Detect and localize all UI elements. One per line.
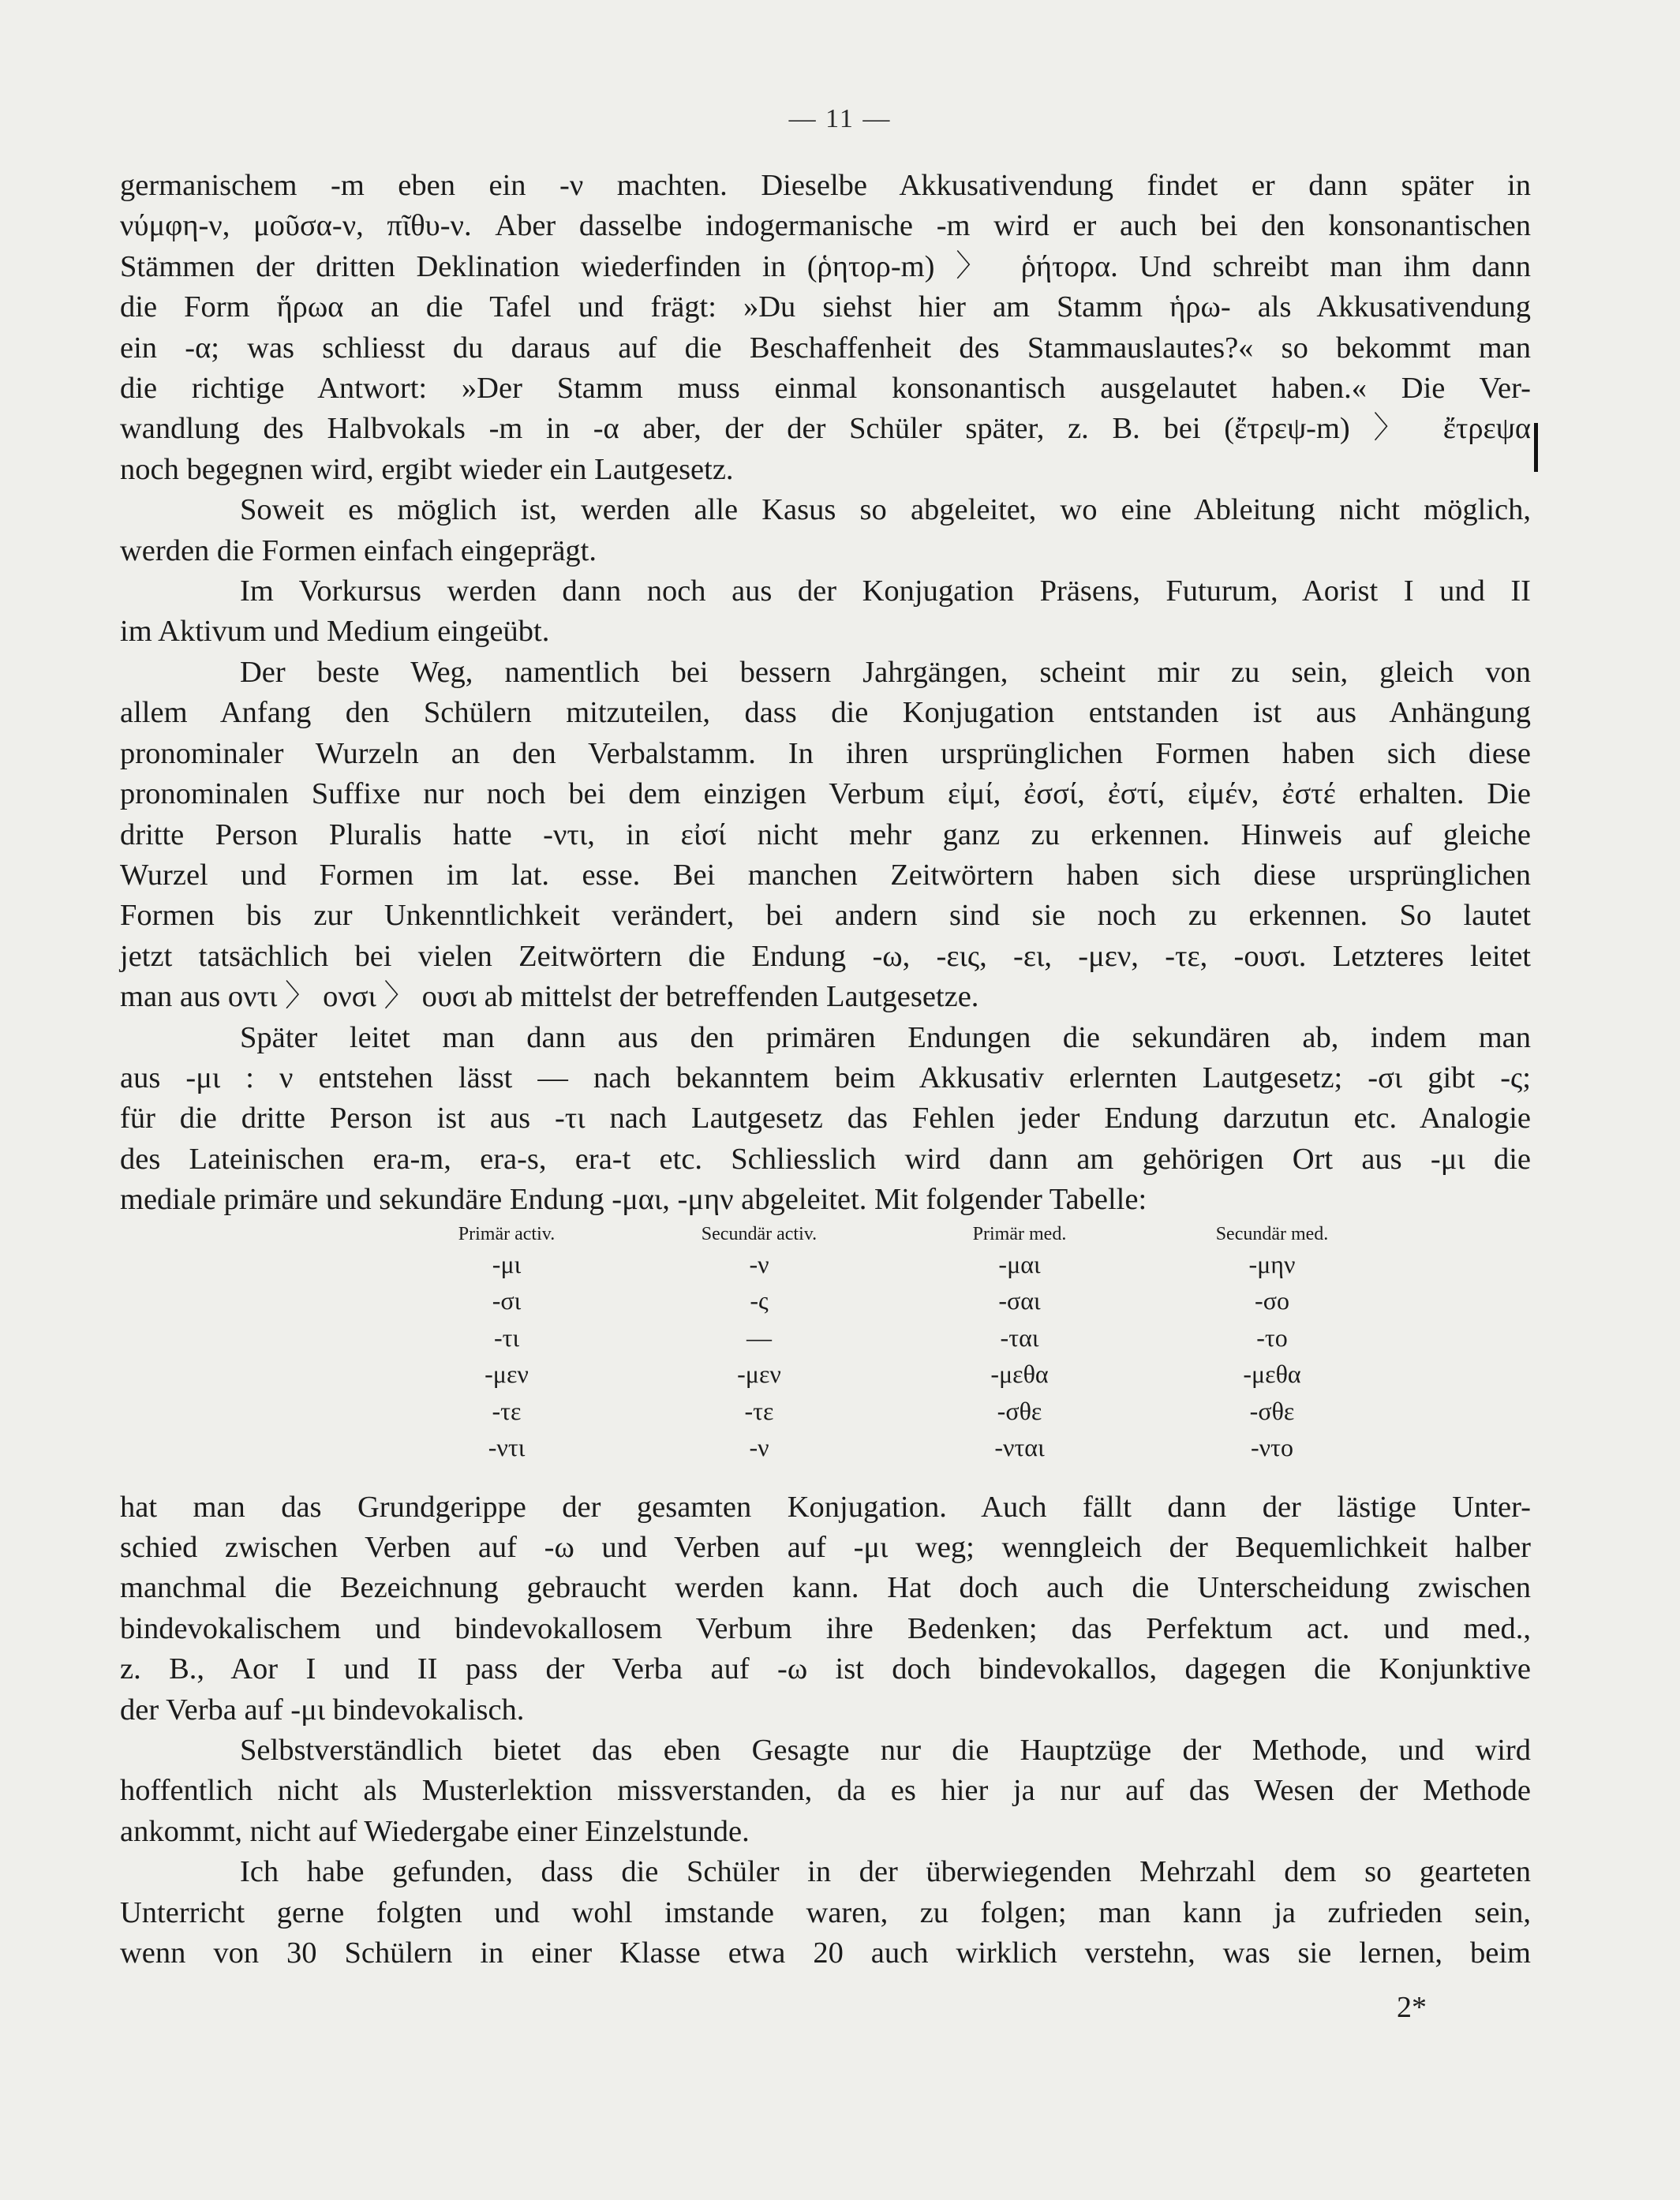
table-cell: -μεθα bbox=[990, 1360, 1049, 1389]
text-line: ankommt, nicht auf Wiedergabe einer Einzelstunde. bbox=[120, 1814, 750, 1848]
text-line: aus -μι : ν entstehen lässt — nach bekanntem beim Akkusativ erlernten Lautgesetz; -σι gibt -ς; bbox=[120, 1061, 1531, 1094]
text-line: Stämmen der dritten Deklination wiederfinden in (ῥητορ-m) 〉 ῥήτορα. Und schreibt man ihm dann bbox=[120, 249, 1531, 283]
table-cell: — bbox=[746, 1323, 772, 1352]
text-line: manchmal die Bezeichnung gebraucht werden kann. Hat doch auch die Unterscheidung zwischen bbox=[120, 1571, 1531, 1605]
text-line: Später leitet man dann aus den primären Endungen die sekundären ab, indem man bbox=[240, 1020, 1531, 1054]
text-line: Soweit es möglich ist, werden alle Kasus so abgeleitet, wo eine Ableitung nicht möglich, bbox=[240, 493, 1531, 527]
text-line: allem Anfang den Schülern mitzuteilen, dass die Konjugation entstanden ist aus Anhängung bbox=[120, 696, 1531, 730]
table-column-primaer-med bbox=[885, 1222, 1154, 1466]
text-line: hat man das Grundgerippe der gesamten Konjugation. Auch fällt dann der lästige Unter- bbox=[120, 1490, 1531, 1524]
table-column-secundaer-med bbox=[1138, 1222, 1406, 1466]
paragraph bbox=[120, 653, 1531, 1018]
text-line: Der beste Weg, namentlich bei bessern Jahrgängen, scheint mir zu sein, gleich von bbox=[240, 655, 1531, 689]
text-line: die Form ἥρωα an die Tafel und frägt: »Du siehst hier am Stamm ἡρω- als Akkusativendung bbox=[120, 290, 1531, 324]
text-line: jetzt tatsächlich bei vielen Zeitwörtern die Endung -ω, -εις, -ει, -μεν, -τε, -ουσι. Letzteres leitet bbox=[120, 939, 1531, 973]
table-cell: -τε bbox=[744, 1396, 774, 1425]
table-cell: -τι bbox=[493, 1323, 520, 1352]
text-line: z. B., Aor I und II pass der Verba auf -ω ist doch bindevokallos, dagegen die Konjunktive bbox=[120, 1652, 1531, 1686]
text-line: noch begegnen wird, ergibt wieder ein Lautgesetz. bbox=[120, 452, 734, 486]
paragraph bbox=[120, 1852, 1531, 1974]
table-header: Primär med. bbox=[972, 1223, 1067, 1244]
table-header: Secundär activ. bbox=[701, 1223, 818, 1244]
text-line: Selbstverständlich bietet das eben Gesagte nur die Hauptzüge der Methode, und wird bbox=[240, 1734, 1531, 1767]
endings-table bbox=[120, 1222, 1531, 1484]
text-line: wandlung des Halbvokals -m in -α aber, der der Schüler später, z. B. bei (ἔτρεψ-m) 〉 ἔτρεψα bbox=[120, 412, 1531, 446]
text-line: des Lateinischen era-m, era-s, era-t etc. Schliesslich wird dann am gehörigen Ort aus -μι die bbox=[120, 1142, 1531, 1176]
table-cell: -τε bbox=[492, 1396, 522, 1425]
text-line: man aus οντι 〉 ονσι 〉 ουσι ab mittelst der betreffenden Lautgesetze. bbox=[120, 980, 979, 1014]
page-number: — 11 — bbox=[788, 104, 892, 133]
table-cell: -μην bbox=[1248, 1249, 1296, 1278]
text-line: Formen bis zur Unkenntlichkeit verändert, bei andern sind sie noch zu erkennen. So lautet bbox=[120, 899, 1531, 933]
table-cell: -σο bbox=[1255, 1286, 1289, 1315]
text-line: für die dritte Person ist aus -τι nach Lautgesetz das Fehlen jeder Endung darzutun etc. Analogie bbox=[120, 1102, 1531, 1136]
table-cell: -μαι bbox=[998, 1249, 1041, 1278]
table-header: Secundär med. bbox=[1215, 1223, 1329, 1244]
paragraph bbox=[120, 166, 1531, 490]
text-line: germanischem -m eben ein -ν machten. Dieselbe Akkusativendung findet er dann später in bbox=[120, 169, 1531, 202]
table-column-primaer-activ bbox=[372, 1222, 641, 1466]
paragraph bbox=[120, 1018, 1531, 1221]
paragraph bbox=[120, 490, 1531, 571]
margin-mark bbox=[1534, 423, 1538, 472]
table-cell: -ς bbox=[750, 1286, 769, 1315]
table-cell: -ντο bbox=[1251, 1433, 1293, 1462]
text-line: dritte Person Pluralis hatte -ντι, in εἰσί nicht mehr ganz zu erkennen. Hinweis auf gleiche bbox=[120, 818, 1531, 851]
text-line: pronominaler Wurzeln an den Verbalstamm. In ihren ursprünglichen Formen haben sich diese bbox=[120, 736, 1531, 770]
text-line: ein -α; was schliesst du daraus auf die Beschaffenheit des Stammauslautes?« so bekommt man bbox=[120, 331, 1531, 365]
text-line: hoffentlich nicht als Musterlektion missverstanden, da es hier ja nur auf das Wesen der Methode bbox=[120, 1774, 1531, 1808]
table-cell: -νται bbox=[994, 1433, 1045, 1462]
text-line: im Aktivum und Medium eingeübt. bbox=[120, 615, 550, 649]
body-text bbox=[120, 166, 1531, 1974]
text-line: bindevokalischem und bindevokallosem Verbum ihre Bedenken; das Perfektum act. und med., bbox=[120, 1611, 1531, 1645]
table-cell: -σι bbox=[492, 1286, 522, 1315]
text-line: νύμφη-ν, μοῦσα-ν, πῖθυ-ν. Aber dasselbe indogermanische -m wird er auch bei den konsonantischen bbox=[120, 209, 1531, 243]
text-line: wenn von 30 Schülern in einer Klasse etwa 20 auch wirklich verstehn, was sie lernen, beim bbox=[120, 1936, 1531, 1970]
table-cell: -μεν bbox=[737, 1360, 781, 1389]
text-line: werden die Formen einfach eingeprägt. bbox=[120, 533, 597, 567]
paragraph bbox=[120, 1487, 1531, 1730]
table-cell: -ν bbox=[749, 1249, 769, 1278]
paragraph bbox=[120, 1730, 1531, 1852]
table-cell: -μεθα bbox=[1243, 1360, 1301, 1389]
table-cell: -μεν bbox=[485, 1360, 529, 1389]
table-header: Primär activ. bbox=[458, 1223, 556, 1244]
table-cell: -σαι bbox=[998, 1286, 1041, 1315]
text-line: Im Vorkursus werden dann noch aus der Konjugation Präsens, Futurum, Aorist I und II bbox=[240, 574, 1531, 608]
signature-mark: 2* bbox=[1397, 1991, 1427, 2024]
table-cell: -σθε bbox=[997, 1396, 1042, 1425]
text-line: der Verba auf -μι bindevokalisch. bbox=[120, 1693, 525, 1727]
text-line: pronominalen Suffixe nur noch bei dem einzigen Verbum εἰμί, ἐσσί, ἐστί, εἰμέν, ἐστέ erhalten. Die bbox=[120, 777, 1531, 811]
table-cell: -ν bbox=[749, 1433, 769, 1462]
text-line: Wurzel und Formen im lat. esse. Bei manchen Zeitwörtern haben sich diese ursprünglichen bbox=[120, 858, 1531, 892]
text-line: die richtige Antwort: »Der Stamm muss einmal konsonantisch ausgelautet haben.« Die Ver- bbox=[120, 372, 1531, 406]
table-cell: -μι bbox=[492, 1249, 522, 1278]
table-cell: -ται bbox=[1000, 1323, 1039, 1352]
text-line: schied zwischen Verben auf -ω und Verben auf -μι weg; wenngleich der Bequemlichkeit halber bbox=[120, 1530, 1531, 1564]
table-cell: -το bbox=[1256, 1323, 1288, 1352]
text-line: Unterricht gerne folgten und wohl imstande waren, zu folgen; man kann ja zufrieden sein, bbox=[120, 1895, 1531, 1929]
paragraph bbox=[120, 571, 1531, 653]
table-column-secundaer-activ bbox=[625, 1222, 893, 1466]
text-line: mediale primäre und sekundäre Endung -μαι, -μην abgeleitet. Mit folgender Tabelle: bbox=[120, 1183, 1147, 1217]
table-cell: -ντι bbox=[488, 1433, 526, 1462]
table-cell: -σθε bbox=[1249, 1396, 1295, 1425]
text-line: Ich habe gefunden, dass die Schüler in der überwiegenden Mehrzahl dem so gearteten bbox=[240, 1855, 1531, 1889]
